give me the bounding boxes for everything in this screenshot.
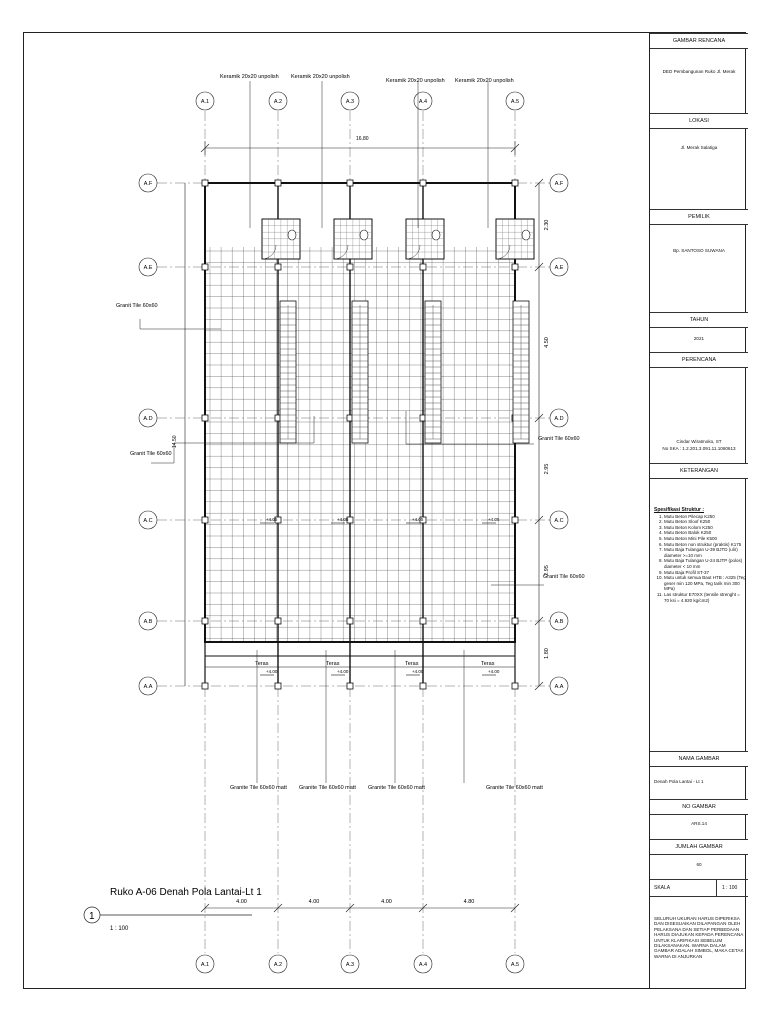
row-dim-label: 2.95 — [544, 463, 550, 475]
spesifikasi-item: 11. Las struktur E70XX (tensile strenght = 70 ksi = 4.920 kg/cm2) — [664, 592, 746, 603]
grid-row-label: A.C — [143, 518, 153, 524]
grid-row-label: A.A — [143, 684, 153, 690]
nama-gambar-header: NAMA GAMBAR — [650, 751, 748, 767]
grid-col-label: A.5 — [510, 99, 520, 105]
teras-label: Teras — [405, 661, 419, 667]
skala-label: SKALA — [654, 885, 671, 891]
spesifikasi-item: 9. Mutu Baja Profil ST-37 — [664, 570, 746, 576]
toilet-fixture — [432, 230, 440, 240]
level-value: +4.05 — [266, 517, 278, 522]
jumlah-gambar-header: JUMLAH GAMBAR — [650, 839, 748, 855]
perencana-ska: No SKA : 1.2.201.3.091.11.1060613 — [662, 446, 736, 451]
structural-column — [275, 180, 281, 186]
label-keramik-2: Keramik 20x20 unpolish — [291, 74, 350, 80]
label-granit-matt-1: Granite Tile 60x60 matt — [230, 785, 287, 791]
structural-column — [420, 180, 426, 186]
teras-label: Teras — [255, 661, 269, 667]
label-granit-4: Granit Tile 60x60 — [543, 574, 585, 580]
grid-col-label: A.3 — [345, 99, 355, 105]
lokasi-value: Jl. Merak Salatiga — [680, 145, 718, 150]
toilets — [262, 219, 534, 259]
spesifikasi-item: 4. Mutu Beton Balok K250 — [664, 530, 746, 536]
spesifikasi-title: Spesifikasi Struktur : — [654, 507, 705, 513]
gambar-rencana-header: GAMBAR RENCANA — [650, 33, 748, 49]
row-dim-label: 2.95 — [544, 565, 550, 576]
teras-label: Teras — [481, 661, 495, 667]
grid-row-label: A.D — [554, 416, 564, 422]
label-granit-3: Granit Tile 60x60 — [538, 436, 580, 442]
skala-value: 1 : 100 — [722, 885, 738, 891]
label-granit-matt-3: Granite Tile 60x60 matt — [368, 785, 425, 791]
structural-column — [347, 264, 353, 270]
structural-column — [512, 264, 518, 270]
pemilik-header: PEMILIK — [650, 209, 748, 225]
grid-row-label: A.F — [143, 181, 153, 187]
row-dim-label: 4.50 — [544, 337, 550, 348]
row-dim-label: 1.80 — [544, 648, 550, 659]
bay-dim-label: 4.00 — [236, 899, 247, 905]
spesifikasi-list — [654, 514, 746, 604]
level-value-teras: +4.00 — [488, 669, 500, 674]
grid-col-label: A.5 — [510, 962, 520, 968]
grid-row-label: A.E — [554, 265, 564, 271]
structural-column — [347, 618, 353, 624]
teras-label: Teras — [326, 661, 340, 667]
toilet-fixture — [522, 230, 530, 240]
skala-row — [650, 879, 748, 897]
level-value: +4.05 — [337, 517, 349, 522]
bay-dimensions — [201, 899, 519, 912]
toilet-fixture — [288, 230, 296, 240]
structural-column — [512, 683, 518, 689]
drawing-sheet — [23, 32, 746, 989]
structural-column — [512, 180, 518, 186]
label-granit-matt-2: Granite Tile 60x60 matt — [299, 785, 356, 791]
general-note: SELURUH UKURAN HARUS DIPERIKSA DAN DISESUAIKAN DILAPANGAN OLEH PELAKSANA DAN SETIAP PERBEDAAN HARUS DIAJUKAN KEPADA PERENCANA UNTUK KLARIFIKASI SEBELUM DILAKSANAKAN. WARNA DALAM GAMBAR ADALAH SIMBOL, MAKA CETAK WARNA DI ANJURKAN — [654, 916, 744, 959]
gambar-rencana-value: DED Pembangunan Ruko Jl. Merak — [662, 69, 736, 74]
spesifikasi-item: 8. Mutu Baja Tulangan U-24 BJTP (polos) diameter < 10 mm — [664, 558, 746, 569]
grid-row-label: A.D — [143, 416, 153, 422]
level-value-teras: +4.00 — [266, 669, 278, 674]
row-dimensions — [535, 179, 550, 690]
spesifikasi-item: 1. Mutu Beton Pilecap K250 — [664, 514, 746, 520]
structural-column — [202, 683, 208, 689]
label-granit-2: Granit Tile 60x60 — [130, 451, 172, 457]
structural-column — [202, 517, 208, 523]
spesifikasi-item: 3. Mutu Beton Kolom K250 — [664, 525, 746, 531]
grid-row-label: A.E — [143, 265, 153, 271]
structural-column — [512, 618, 518, 624]
row-dim-label: 2.30 — [544, 219, 550, 231]
structural-column — [202, 415, 208, 421]
label-granit-matt-4: Granite Tile 60x60 matt — [486, 785, 543, 791]
grid-row-label: A.F — [554, 181, 564, 187]
level-markers — [255, 517, 500, 675]
grid-row-label: A.B — [143, 619, 153, 625]
label-keramik-3: Keramik 20x20 unpolish — [386, 78, 445, 84]
view-title: Ruko A-06 Denah Pola Lantai-Lt 1 — [110, 887, 262, 898]
level-value: +4.05 — [412, 517, 424, 522]
label-leaders — [140, 81, 544, 783]
spesifikasi-item: 5. Mutu Beton Mini Pile K500 — [664, 536, 746, 542]
level-value-teras: +4.00 — [412, 669, 424, 674]
view-scale: 1 : 100 — [110, 926, 129, 932]
spesifikasi-struktur — [654, 508, 746, 603]
structural-column — [420, 683, 426, 689]
keterangan-header: KETERANGAN — [650, 463, 748, 479]
spesifikasi-item: 6. Mutu Beton non struktur (praktis) K175 — [664, 542, 746, 548]
perencana-name: Cindar Wiratmoko, ST — [676, 439, 722, 444]
grid-col-label: A.4 — [418, 962, 428, 968]
no-gambar-header: NO GAMBAR — [650, 799, 748, 815]
grid-col-label: A.2 — [273, 99, 283, 105]
pemilik-value: Bp. SANTOSO SUWANA — [673, 248, 725, 253]
structural-column — [420, 264, 426, 270]
bay-dim-label: 4.00 — [308, 899, 320, 905]
level-value: +4.05 — [488, 517, 500, 522]
structural-column — [420, 618, 426, 624]
structural-column — [512, 517, 518, 523]
spesifikasi-item: 10. Mutu untuk semua Baut HTB : A325 (Teg geser min 120 MPa, Teg tarik min 300 MPa) — [664, 575, 746, 592]
view-number: 1 — [89, 911, 95, 922]
grid-row-label: A.C — [554, 518, 564, 524]
structural-column — [275, 618, 281, 624]
overall-depth-label: 14.50 — [172, 435, 178, 448]
structural-column — [202, 618, 208, 624]
bay-dim-label: 4.80 — [463, 899, 475, 905]
stairs — [280, 301, 529, 443]
grid-row-label: A.B — [554, 619, 564, 625]
no-gambar-value: ARS.14 — [691, 821, 707, 826]
structural-column — [202, 264, 208, 270]
nama-gambar-value: Denah Pola Lantai - Lt 1 — [654, 779, 704, 784]
grid-col-label: A.3 — [345, 962, 355, 968]
tahun-value: 2021 — [693, 336, 705, 341]
floor-plan-drawing — [24, 33, 649, 990]
overall-width-dimension — [201, 141, 519, 155]
jumlah-gambar-value: 60 — [696, 862, 702, 867]
tahun-header: TAHUN — [650, 312, 748, 328]
grid-col-label: A.1 — [200, 99, 210, 105]
perencana-header: PERENCANA — [650, 352, 748, 368]
lokasi-header: LOKASI — [650, 113, 748, 129]
label-keramik-4: Keramik 20x20 unpolish — [455, 78, 514, 84]
spesifikasi-item: 2. Mutu Beton Sloof K250 — [664, 519, 746, 525]
level-value-teras: +4.00 — [337, 669, 349, 674]
structural-column — [275, 264, 281, 270]
spesifikasi-item: 7. Mutu Baja Tulangan U-39 BJTD (ulir) diameter >=10 mm — [664, 547, 746, 558]
grid-row-label: A.A — [554, 684, 564, 690]
structural-column — [347, 683, 353, 689]
structural-column — [202, 180, 208, 186]
title-block — [649, 33, 748, 988]
toilet-fixture — [360, 230, 368, 240]
grid-col-label: A.4 — [418, 99, 428, 105]
grid-col-label: A.1 — [200, 962, 210, 968]
overall-width-label: 16.80 — [356, 136, 369, 142]
structural-column — [347, 180, 353, 186]
structural-column — [275, 683, 281, 689]
label-keramik-1: Keramik 20x20 unpolish — [220, 74, 279, 80]
bay-dim-label: 4.00 — [381, 899, 392, 905]
grid-col-label: A.2 — [273, 962, 283, 968]
label-granit-1: Granit Tile 60x60 — [116, 303, 158, 309]
